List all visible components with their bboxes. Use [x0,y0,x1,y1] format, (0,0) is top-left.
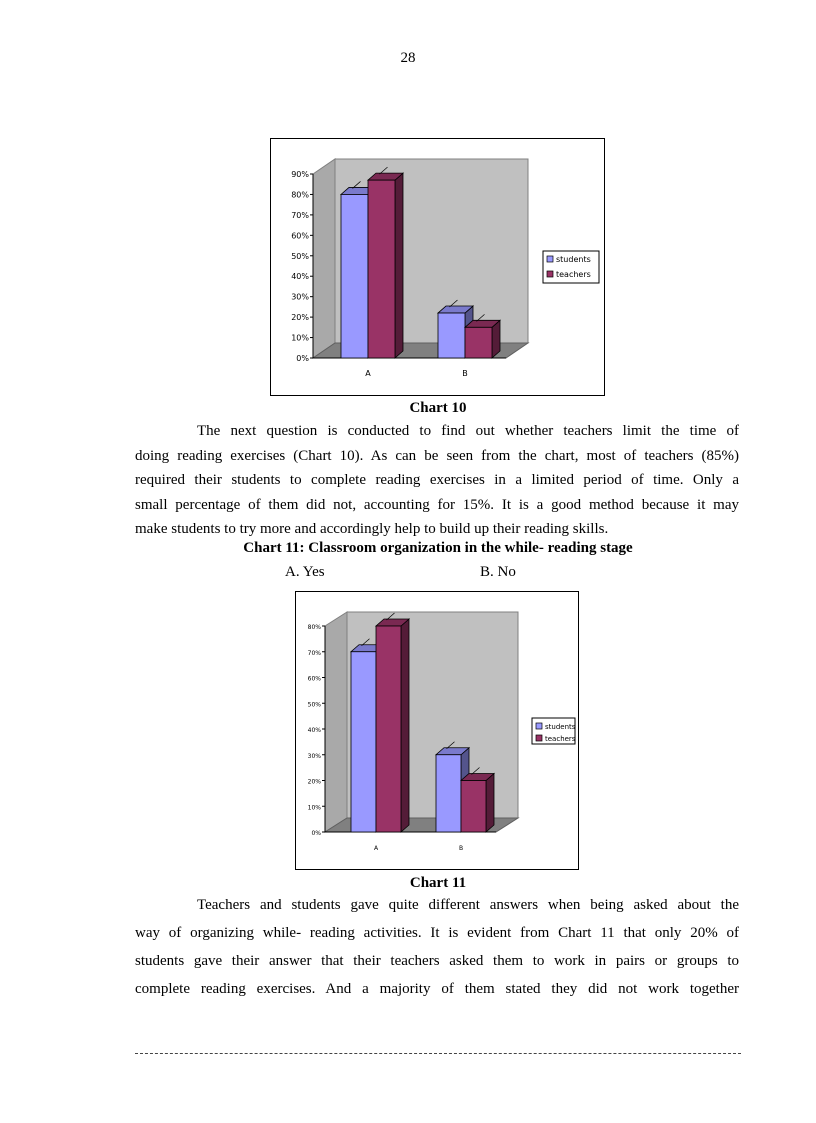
paragraph-2-line: way of organizing while- reading activities. It is evident from Chart 11 that only 20% of [135,925,739,941]
bar-students-A [341,194,368,358]
chart-11-title: Chart 11: Classroom organization in the while- reading stage [243,540,633,556]
chart-10 [270,138,605,396]
legend-label-students: students [556,255,591,264]
y-tick-label: 60% [307,675,321,683]
chart-side-wall [325,612,347,832]
legend-swatch-teachers [547,271,553,277]
option-b: B. No [480,564,516,580]
footer-rule [135,1053,741,1054]
y-tick-label: 10% [291,333,309,343]
chart-10-plot [271,139,604,395]
x-tick-label: B [462,369,468,378]
paragraph-1-line: The next question is conducted to find out whether teachers limit the time of [197,423,739,439]
legend-label-teachers: teachers [556,270,591,279]
y-tick-label: 70% [307,649,321,657]
y-tick-label: 30% [291,292,309,302]
y-tick-label: 0% [296,354,309,363]
y-tick-label: 40% [307,727,321,734]
chart-side-wall [313,159,335,358]
bar-side-teachers-B [486,774,494,833]
paragraph-2 [135,891,739,1003]
chart-10-caption: Chart 10 [409,400,467,416]
x-tick-label: A [365,369,371,378]
chart-11-plot [296,592,578,869]
legend-swatch-students [547,256,553,262]
bar-side-teachers-A [395,173,403,358]
y-tick-label: 30% [307,752,321,760]
bar-teachers-B [465,327,492,358]
chart-11-caption: Chart 11 [409,875,467,891]
legend-label-teachers: teachers [545,735,576,743]
y-tick-label: 20% [291,313,309,323]
paragraph-1-line: small percentage of them did not, accounting for 15%. It is a good method because it may [135,496,739,513]
y-tick-label: 50% [291,251,309,261]
y-tick-label: 80% [291,190,309,200]
y-tick-label: 10% [307,804,321,812]
y-tick-label: 70% [291,210,309,220]
y-tick-label: 80% [307,624,321,631]
page-number: 28 [400,50,416,66]
legend-swatch-teachers [536,735,542,741]
bar-teachers-B [461,781,486,833]
bar-side-teachers-A [401,619,409,832]
bar-students-B [436,755,461,832]
chart-11 [295,591,579,870]
y-tick-label: 0% [311,830,321,837]
legend-swatch-students [536,723,542,729]
paragraph-2-line: Teachers and students gave quite different answers when being asked about the [197,897,739,913]
bar-teachers-A [368,180,395,358]
paragraph-2-line: complete reading exercises. And a majority of them stated they did not work together [135,981,739,997]
paragraph-1-line: required their students to complete reading exercises in a limited period of time. Only a [135,472,739,488]
paragraph-1-line: make students to try more and accordingly help to build up their reading skills. [135,521,609,537]
y-tick-label: 50% [307,701,321,709]
paragraph-1 [135,419,739,542]
bar-teachers-A [376,626,401,832]
y-tick-label: 40% [291,272,309,282]
paragraph-2-line: students gave their answer that their teachers asked them to work in pairs or groups to [135,953,739,969]
bar-students-B [438,313,465,358]
y-tick-label: 60% [291,231,309,241]
paragraph-1-line: doing reading exercises (Chart 10). As can be seen from the chart, most of teachers (85%) [135,447,739,464]
legend-label-students: students [545,723,576,731]
bar-students-A [351,652,376,832]
y-tick-label: 90% [291,170,309,179]
x-tick-label: A [373,845,379,852]
x-tick-label: B [458,845,464,852]
option-a: A. Yes [285,564,325,580]
y-tick-label: 20% [307,778,321,786]
